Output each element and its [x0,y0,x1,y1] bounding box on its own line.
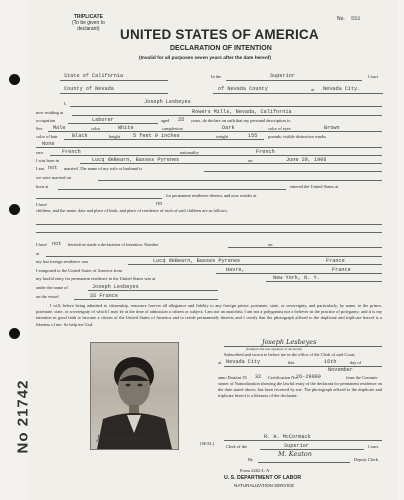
attest-anno: anno Domini 19 [218,375,247,380]
attest-at-place: Nevada City [226,359,261,365]
clerk-court-type: Superior [284,443,309,449]
age-field: 25 [178,117,185,123]
page-title: UNITED STATES OF AMERICA [120,27,319,42]
residing-label: now residing at [36,110,64,115]
entry-port-field: New York, N. Y. [273,275,320,281]
form-number [337,16,360,22]
in-the-label: In the [211,74,222,79]
hair-label: color of hair [36,134,58,139]
attest-year: 32 [255,374,262,380]
attest-cert-no: 26-29999 [296,374,321,380]
form-id: Form 2202-L-A [240,468,270,473]
sex-field: Male [53,125,66,131]
copy-note-1: (To be given to [72,20,105,26]
copy-label: TRIPLICATE [73,14,103,20]
prev-decl-post: heretofore made a declaration of intention: Number [68,242,159,247]
of-county-field: of Nevada County [218,86,268,92]
number-label: No. [337,16,345,22]
children-post: children, and the name, date and place of birth, and place of residence of each of said children are as follows: [36,208,228,213]
attest-body: sioner of Naturalization showing the lawful entry of the declarant for permanent residence on the date stated above, has been received by me. The photograph affixed to the duplicate and triplicate hereof is a likeness of the declarant. [218,381,382,399]
signature-caption: (Original and true signature of declarant) [246,347,302,351]
prev-decl-field: not [52,241,62,247]
hair-field: Black [72,133,88,139]
birthplace-field: Lucq deBearn, Basses Pyrenes [92,157,180,163]
emigrated-from-field: Havre, [226,267,245,273]
on-label: on [248,158,253,163]
complexion-field: Dark [222,125,235,131]
occupation-field: Laborer [92,117,114,123]
vessel-field: SS France [90,293,119,299]
children-field: no [156,201,163,207]
nationality-label: nationality [180,150,199,155]
declarant-name: Joseph Lesbeyes [144,99,191,105]
emigrated-country-field: France [332,267,351,273]
clerk-court-word: Court. [368,444,380,449]
attest-day: 16th [324,359,337,365]
entered-line: entered the United States at [290,184,339,189]
page-subtitle: DECLARATION OF INTENTION [170,45,272,52]
weight-field: 155 [248,133,258,139]
photo-signature: Joseph Lesbeyes [97,435,148,442]
declarant-photo [90,342,179,450]
eyes-field: Brown [324,125,340,131]
complexion-label: complexion [162,126,183,131]
number-value: 552 [351,16,361,22]
emigrated-label: I emigrated to the United States of America from [36,268,123,273]
last-res-field: Lucq deBearn, Basses Pyrenes [153,258,241,264]
race-field: French [62,149,81,155]
binder-hole-3 [9,328,20,339]
permanent-line: for permanent residence therein, and now resides at [166,193,257,198]
born-at-line: born at [36,184,49,189]
married-line: we were married on [36,175,71,180]
portrait-image [91,343,178,449]
vessel-label: on the vessel [36,294,59,299]
color-label: color [91,126,101,131]
i-label: I, [64,101,67,106]
attest-cert-label: Certification No. [268,375,298,380]
declarant-signature: Joseph Lesbeyes [262,338,317,346]
dept-label: U. S. DEPARTMENT OF LABOR [224,475,302,481]
serial-number: 21742 [14,379,32,427]
copy-label-block [72,14,105,32]
serial-prefix: No [14,431,32,454]
county-field: County of Nevada [64,86,114,92]
seal-label: [SEAL] [200,441,214,446]
color-field: White [118,125,134,131]
last-res-country: France [326,258,345,264]
height-label: height [109,134,120,139]
aged-label: aged [161,118,170,123]
eyes-label: color of eyes [268,126,291,131]
race-label: race [36,150,44,155]
court-label: Court [368,74,379,79]
prev-decl-on: on [268,242,273,247]
deputy-signature: M. Keaton [278,450,312,458]
binder-hole-2 [9,204,20,215]
attest-at-label: at [218,360,222,365]
lawful-label: my lawful entry for permanent residence in the United States was at [36,276,156,281]
service-label: NATURALIZATION SERVICE [234,483,295,488]
attest-this-label: this [288,360,295,365]
declaration-form [28,0,398,500]
residence-field: Rowers Mills, Nevada, California [192,109,292,115]
sex-label: Sex [36,126,43,131]
marital-field: not [48,165,58,171]
under-name-label: under the name of [36,285,68,290]
at-label: at [311,87,315,92]
prev-decl-pre: I have [36,242,47,247]
attest-month: November [328,367,353,373]
clerk-of-label: Clerk of the [226,444,247,449]
marks-field: None [42,141,55,147]
occupation-label: occupation [36,118,56,123]
weight-label: weight [216,134,228,139]
court-place-field: Nevada City. [323,86,361,92]
serial-stamp [14,380,31,454]
weight-tail: pounds; visible distinctive marks [268,134,326,139]
court-type-field: Superior [270,73,295,79]
binder-hole-1 [9,74,20,85]
clerk-name: R. H. McCormack [264,434,311,440]
under-name-field: Joseph Lesbeyes [92,284,139,290]
deputy-label: Deputy Clerk. [354,457,379,462]
last-res-label: my last foreign residence was [36,259,89,264]
height-field: 5 feet 9 inches [133,133,180,139]
oath-text: I will, before being admitted to citizenship, renounce forever all allegiance and fidelity to any foreign prince, potentate, state, or sovereignty, and particularly, by name, to the prince, potentate, state, or sovereignty of which I may be at the time of admission a citizen or subject; I am not an anarchist; I am not a polygamist nor a believer in the practice of polygamy; and it is my intention in good faith to become a citizen of the United States of America and to reside permanently therein; and I certify that the photograph affixed to the duplicate and triplicate hereof is a likeness of me: So help me God. [36,303,382,327]
state-field: State of California [64,73,124,79]
attest-day-of: day of [350,360,362,365]
validity-note: (Invalid for all purposes seven years after the date hereof) [139,56,271,61]
nationality-field: French [256,149,275,155]
attest-line1: Subscribed and sworn to before me in the office of the Clerk of said Court, [224,352,356,357]
aged-tail: years, do declare on oath that my personal description is: [191,118,291,123]
prev-decl-at: at [36,251,40,256]
copy-note-2: declarant) [77,26,100,32]
attest-cert-tail: from the Commis- [346,375,379,380]
marital-post: married. The name of my wife or husband is [64,166,143,171]
children-pre: I have [36,202,47,207]
birthdate-field: June 20, 1906 [286,157,327,163]
born-label: I was born in [36,158,60,163]
by-label: By [248,457,254,462]
marital-pre: I am [36,166,44,171]
